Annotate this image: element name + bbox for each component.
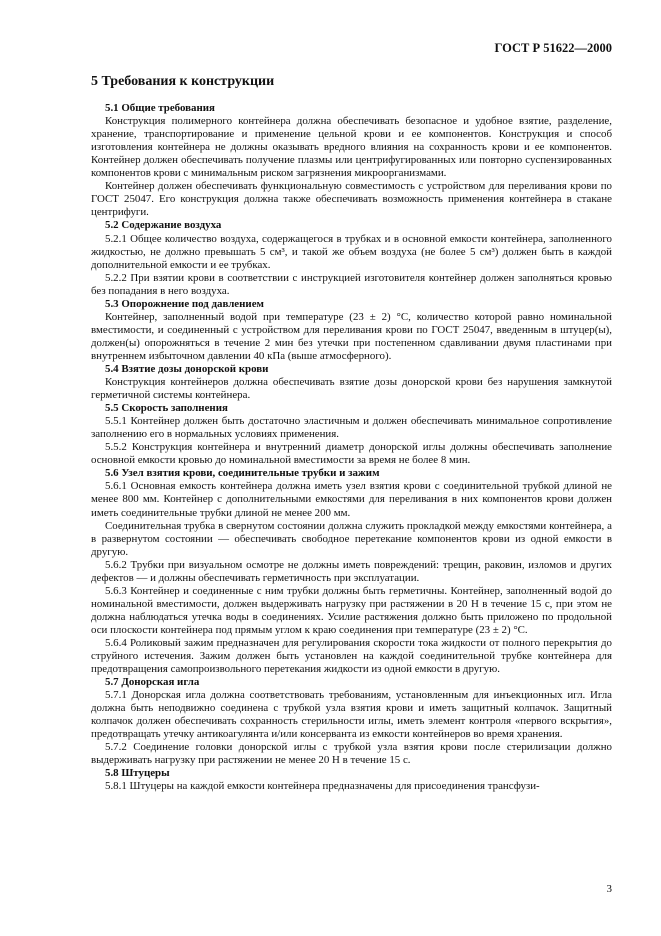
- subsection-heading: 5.2 Содержание воздуха: [105, 219, 222, 232]
- paragraph: 5.5.2 Конструкция контейнера и внутренний диаметр донорской иглы должны обеспечивать заполнение основной емкости кровью до номинальной вместимости за время не более 8 мин.: [91, 441, 612, 467]
- subsection-heading: 5.7 Донорская игла: [105, 676, 200, 689]
- page-number: 3: [606, 883, 612, 895]
- paragraph: Контейнер, заполненный водой при температуре (23 ± 2) °С, количество которой равно номинальной вместимости, и соединенный с устройством для переливания крови по ГОСТ 25047, введенным в штуцер(ы), должен(ы) опорожняться в течение 2 мин без утечки при постепенном сдавливании двумя пластинами при внутреннем избыточном давлении 40 кПа (выше атмосферного).: [91, 310, 612, 362]
- paragraph: 5.5.1 Контейнер должен быть достаточно эластичным и должен обеспечивать минимальное сопротивление заполнению его в нормальных условиях применения.: [91, 415, 612, 441]
- section-content: [91, 102, 612, 793]
- document-body: [91, 66, 612, 794]
- paragraph: Конструкция контейнеров должна обеспечивать взятие дозы донорской крови без нарушения замкнутой герметичной системы контейнера.: [91, 376, 612, 402]
- section-title: 5 Требования к конструкции: [91, 74, 275, 89]
- subsection-heading: 5.8 Штуцеры: [105, 767, 170, 780]
- subsection-heading: 5.5 Скорость заполнения: [105, 402, 228, 415]
- paragraph: Конструкция полимерного контейнера должна обеспечивать безопасное и удобное взятие, разделение, хранение, транспортирование и применение цельной крови и ее компонентов. Конструкция и способ изготовления контейнера не должны оказывать вредного влияния на сохранность крови и ее компонентов. Контейнер должен обеспечивать получение плазмы или центрифугированных или повторно суспензированных компонентов крови с минимальным риском загрязнения микроорганизмами.: [91, 115, 612, 180]
- paragraph: 5.2.1 Общее количество воздуха, содержащегося в трубках и в основной емкости контейнера, заполненного жидкостью, не должно превышать 5 см³, и такой же объем воздуха (не более 5 см³) должен быть в каждой дополнительной емкости и ее трубках.: [91, 232, 612, 271]
- paragraph: 5.7.2 Соединение головки донорской иглы с трубкой узла взятия крови после стерилизации должно выдерживать нагрузку при растяжении не менее 20 Н в течение 15 с.: [91, 741, 612, 767]
- subsection-heading: 5.1 Общие требования: [105, 102, 215, 115]
- subsection-heading: 5.6 Узел взятия крови, соединительные трубки и зажим: [105, 467, 380, 480]
- subsection-heading: 5.4 Взятие дозы донорской крови: [105, 362, 269, 375]
- paragraph: 5.6.3 Контейнер и соединенные с ним трубки должны быть герметичны. Контейнер, заполненный водой до номинальной вместимости, должен выдерживать нагрузку при растяжении в 20 Н в течение 15 с, при этом не должна наблюдаться утечка воды в соединениях. Усилие растяжения должно быть приложено по продольной оси плоскости контейнера под прямым углом к краю соединения при температуре (23 ± 2) °С.: [91, 584, 612, 636]
- paragraph: Контейнер должен обеспечивать функциональную совместимость с устройством для переливания крови по ГОСТ 25047. Его конструкция должна также обеспечивать возможность применения контейнера в стакане центрифуги.: [91, 180, 612, 219]
- paragraph: 5.6.1 Основная емкость контейнера должна иметь узел взятия крови с соединительной трубкой длиной не менее 800 мм. Контейнер с дополнительными емкостями для переливания в них компонентов крови должен иметь соединительные трубки длиной не менее 200 мм.: [91, 480, 612, 519]
- paragraph: 5.2.2 При взятии крови в соответствии с инструкцией изготовителя контейнер должен заполняться кровью без попадания в него воздуха.: [91, 271, 612, 297]
- paragraph: 5.6.4 Роликовый зажим предназначен для регулирования скорости тока жидкости от полного перекрытия до струйного истечения. Зажим должен быть установлен на каждой соединительной трубке контейнера для предотвращения самопроизвольного перетекания жидкости из одной емкости в другую.: [91, 636, 612, 676]
- paragraph: Соединительная трубка в свернутом состоянии должна служить прокладкой между емкостями контейнера, а в развернутом состоянии — обеспечивать свободное перетекание компонентов крови из одной емкости в другую.: [91, 519, 612, 558]
- paragraph: 5.6.2 Трубки при визуальном осмотре не должны иметь повреждений: трещин, раковин, изломов и других дефектов — и должны обеспечивать герметичность при эксплуатации.: [91, 558, 612, 584]
- standard-code-header: ГОСТ Р 51622—2000: [494, 41, 612, 55]
- paragraph: 5.7.1 Донорская игла должна соответствовать требованиям, установленным для инъекционных игл. Игла должна быть неподвижно соединена с трубкой узла взятия крови и иметь защитный колпачок. Защитный колпачок должен обеспечивать сохранность стерильности иглы, иметь элемент контроля «первого вскрытия», предотвращать утечку антикоагулянта и/или консерванта из емкости контейнеров во время хранения.: [91, 689, 612, 741]
- paragraph: 5.8.1 Штуцеры на каждой емкости контейнера предназначены для присоединения трансфузи-: [105, 780, 540, 793]
- subsection-heading: 5.3 Опорожнение под давлением: [105, 297, 264, 310]
